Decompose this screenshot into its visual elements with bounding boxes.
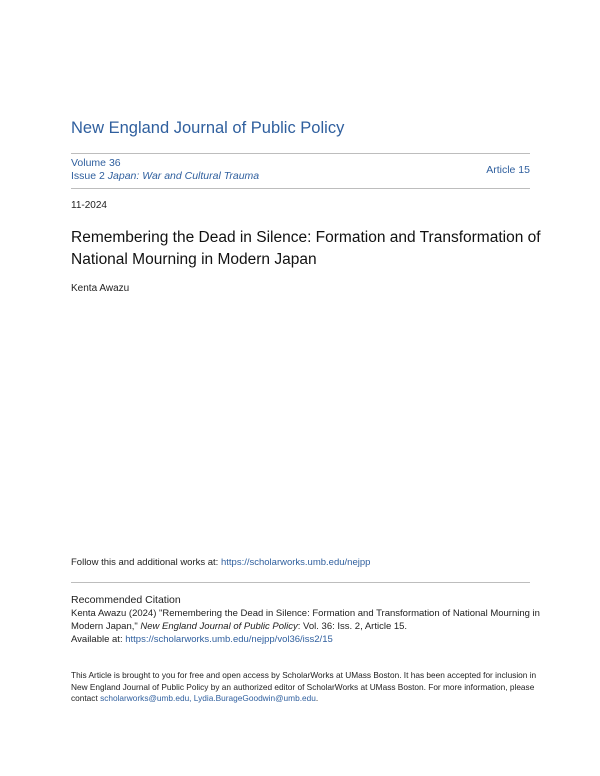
journal-title-link[interactable]: New England Journal of Public Policy	[71, 119, 345, 137]
recommended-citation-heading: Recommended Citation	[71, 594, 181, 606]
available-link[interactable]: https://scholarworks.umb.edu/nejpp/vol36/iss2/15	[125, 634, 333, 645]
access-notice-end: .	[315, 693, 319, 703]
issue-theme: Japan: War and Cultural Trauma	[107, 170, 260, 182]
citation-part2: : Vol. 36: Iss. 2, Article 15.	[297, 621, 408, 632]
follow-link[interactable]: https://scholarworks.umb.edu/nejpp	[220, 557, 371, 568]
issue-label: Issue 2	[71, 170, 105, 182]
follow-line	[71, 557, 370, 568]
volume-link[interactable]: Volume 36	[71, 157, 121, 169]
access-notice-text: This Article is brought to you for free and open access by ScholarWorks at UMass Boston. It has been accepted for inclusion in New England Journal of Public Policy by an authorized editor of ScholarWorks at UMass Boston. For more information, please contact	[71, 670, 537, 703]
issue-link[interactable]	[71, 170, 259, 182]
author-name: Kenta Awazu	[71, 283, 130, 294]
publication-date: 11-2024	[71, 200, 107, 211]
contact-links[interactable]: scholarworks@umb.edu, Lydia.BurageGoodwin@umb.edu	[100, 693, 316, 703]
article-number-link[interactable]: Article 15	[486, 164, 530, 176]
issue-info	[71, 157, 259, 183]
citation-journal: New England Journal of Public Policy	[140, 621, 298, 632]
divider-top	[71, 153, 530, 154]
divider-citation	[71, 582, 530, 583]
access-notice	[71, 670, 541, 705]
follow-prefix: Follow this and additional works at:	[71, 557, 221, 568]
citation-part1: Kenta Awazu (2024) "Remembering the Dead in Silence: Formation and Transformation of National Mourning in Modern Japan,"	[71, 608, 540, 632]
divider-issue	[71, 188, 530, 189]
available-prefix: Available at:	[71, 634, 126, 645]
citation-text	[71, 607, 541, 646]
paper-title: Remembering the Dead in Silence: Formation and Transformation of National Mourning in Modern Japan	[71, 229, 541, 268]
